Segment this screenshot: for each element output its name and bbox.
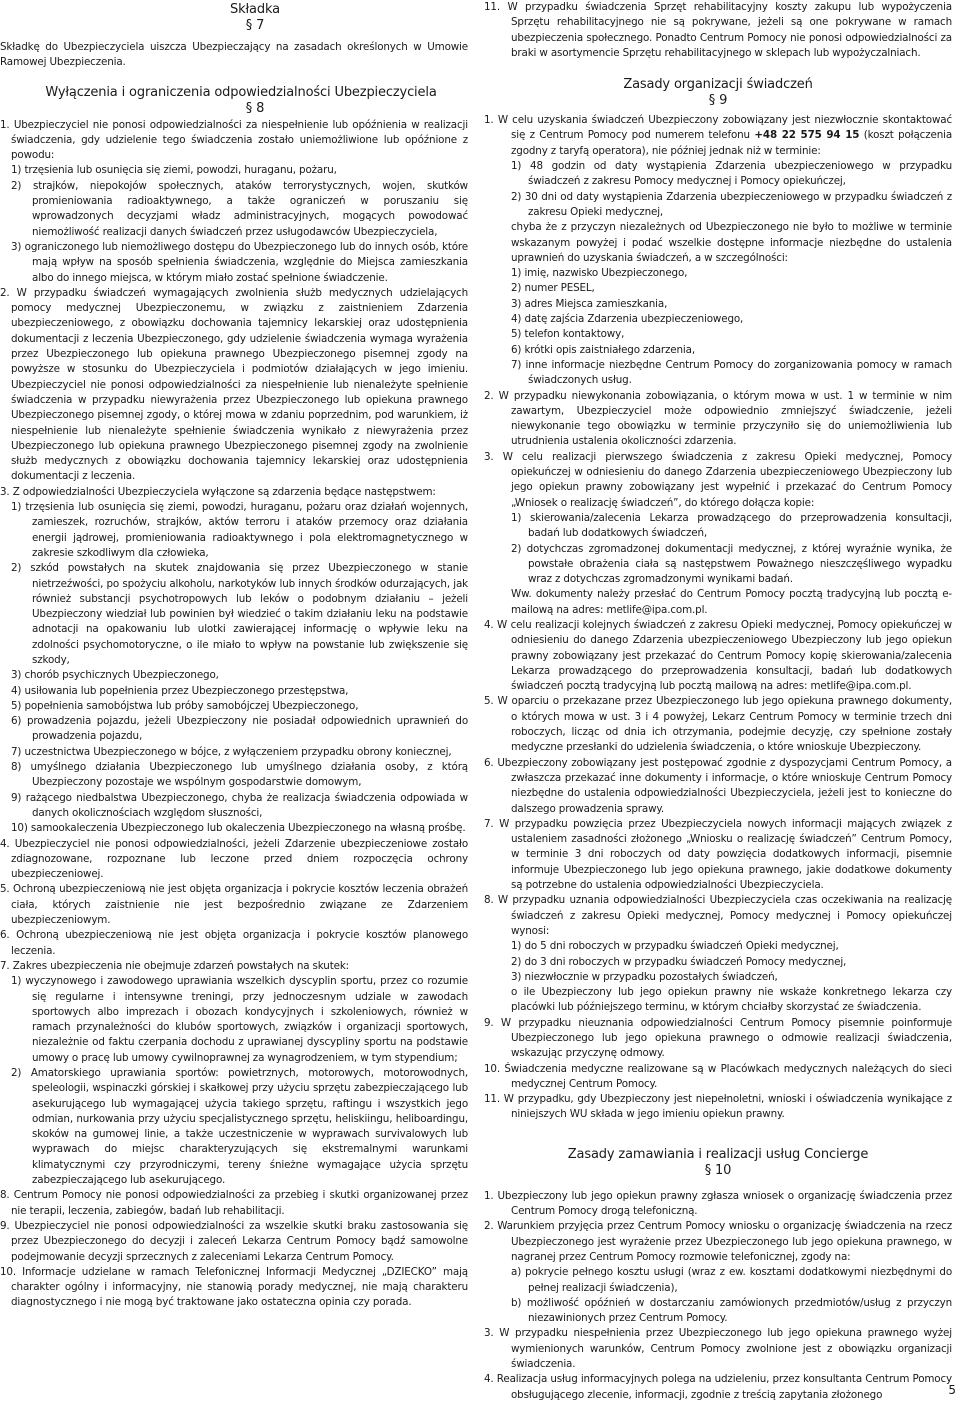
s8-p10: 10. Informacje udzielane w ramach Telefonicznej Informacji Medycznej „DZIECKO” mają charakter ogólny i informacyjny, nie stanowią porady medycznej, nie mają charakteru diagnostycznego i nie mogą być traktowane jako ostateczna opinia czy porada.	[0, 1265, 468, 1309]
s8-p7-item-2: 2) Amatorskiego uprawiania sportów: powietrznych, motorowych, motorowodnych, speleologii, wspinaczki górskiej i skałkowej przy użyciu sprzętu zabezpieczającego lub asekurującego lub wymagającej użycia takiego sprzętu, raftingu i wszystkich jego odmian, nurkowania przy użyciu specjalistycznego sprzętu, heliskiingu, heliboardingu, skoków na gumowej linie, a także uczestniczenie w wyprawach survivalowych lub wyprawach do miejsc charakteryzujących się ekstremalnymi warunkami klimatycznymi czy przyrodniczymi, tereny śnieżne wymagające użycia sprzętu zabezpieczającego lub asekurującego.	[11, 1067, 468, 1187]
s9-p3-item-1: 1) skierowania/zalecenia Lekarza prowadzącego do przeprowadzenia konsultacji, badań lub dodatkowych świadczeń,	[511, 511, 952, 540]
s8-p3-item-5: 5) popełnienia samobójstwa lub próby samobójczej Ubezpieczonego,	[11, 699, 359, 712]
s10-p4: 4. Realizacja usług informacyjnych polega na udzieleniu, przez konsultanta Centrum Pomocy obsługującego zlecenie, informacji, zgodnie z treścią zapytania złożonego	[484, 1373, 952, 1401]
s9-p3-item-2: 2) dotychczas zgromadzonej dokumentacji medycznej, z której wyraźnie wynika, że powstałe obrażenia ciała są następstwem Poważnego nieszczęśliwego wypadku wraz z dotychczas zgromadzonymi wynikami badań.	[511, 542, 952, 586]
s9-p2: 2. W przypadku niewykonania zobowiązania, o którym mowa w ust. 1 w terminie w nim zawartym, Ubezpieczyciel może odpowiednio zmniejszyć świadczenie, jeżeli niewykonanie tego obowiązku w terminie przyczyniło się do uniemożliwienia lub utrudnienia ustalenia okoliczności zdarzenia.	[484, 389, 952, 448]
s8-p1-item-2: 2) strajków, niepokojów społecznych, ataków terrorystycznych, wojen, skutków promieniowania radioaktywnego, a także ograniczeń w poruszaniu się wprowadzonych decyzjami władz administracyjnych, mogących powodować niemożliwość realizacji danych świadczeń przez usługodawców Ubezpieczyciela,	[11, 179, 468, 238]
s8-p3-item-1: 1) trzęsienia lub osunięcia się ziemi, powodzi, huraganu, pożaru oraz działań wojennych, zamieszek, rozruchów, strajków, aktów terroru i ataków przemocy oraz działania energii jądrowej, promieniowania radioaktywnego i pola elektromagnetycznego w zakresie szkodliwym dla człowieka,	[11, 501, 468, 559]
s9-p10: 10. Świadczenia medyczne realizowane są w Placówkach medycznych należących do sieci medycznej Centrum Pomocy.	[484, 1062, 952, 1090]
s9-p6: 6. Ubezpieczony zobowiązany jest postępować zgodnie z dyspozycjami Centrum Pomocy, a zwłaszcza przekazać inne dokumenty i informacje, o które wnioskuje Centrum Pomocy niezbędne do ustalenia odpowiedzialności Ubezpieczyciela, jeżeli jest to konieczne do dalszego prowadzenia sprawy.	[484, 756, 952, 815]
s9-p8-item-1: 1) do 5 dni roboczych w przypadku świadczeń Opieki medycznej,	[511, 940, 839, 953]
s8-p7-item-1: 1) wyczynowego i zawodowego uprawiania wszelkich dyscyplin sportu, przez co rozumie się regularne i intensywne treningi, przy jednoczesnym udziale w zawodach sportowych albo imprezach i obozach kondycyjnych i szkoleniowych, również w ramach przynależności do klubów sportowych, związków i organizacji sportowych, niezależnie od faktu czerpania dochodu z uprawianej dyscypliny sportu na podstawie umowy o pracę lub umowy cywilnoprawnej za wynagrodzeniem, w tym stypendium;	[11, 975, 468, 1064]
section-9-title: Zasady organizacji świadczeń	[623, 77, 813, 93]
s9-p1-data-item-4: 4) datę zajścia Zdarzenia ubezpieczeniowego,	[511, 313, 744, 326]
section-7-number: § 7	[245, 18, 265, 33]
s8-p2: 2. W przypadku świadczeń wymagających zwolnienia służb medycznych udzielających pomocy medycznej Ubezpieczonemu, w związku z zaistnieniem Zdarzenia ubezpieczeniowego, z obowiązku dochowania tajemnicy lekarskiej oraz udostępnienia dokumentacji z leczenia Ubezpieczonego, gdy udzielenie świadczenia wymaga wyrażenia przez Ubezpieczonego lub opiekuna prawnego Ubezpieczonego pisemnej zgody na powyższe w stosunku do Ubezpieczyciela i podmiotów działających w jego imieniu. Ubezpieczyciel nie ponosi odpowiedzialności za niespełnienie lub nienależyte spełnienie świadczenia w przypadku niewyrażenia przez Ubezpieczonego lub opiekuna prawnego Ubezpieczonego pisemnej zgody, o której mowa w zdaniu poprzednim, pod warunkiem, iż niespełnienie lub nienależyte spełnienie świadczenia wynikało z niewyrażenia przez Ubezpieczonego lub opiekuna prawnego Ubezpieczonego pisemnej zgody na zwolnienie służb medycznych z obowiązku dochowania tajemnicy lekarskiej oraz udostępnienia dokumentacji z leczenia.	[0, 286, 468, 483]
s9-p11: 11. W przypadku, gdy Ubezpieczony jest niepełnoletni, wnioski i oświadczenia wynikające z niniejszych WU składa w jego imieniu opiekun prawny.	[484, 1093, 952, 1121]
s9-p3: 3. W celu realizacji pierwszego świadczenia z zakresu Opieki medycznej, Pomocy opiekuńczej w odniesieniu do danego Zdarzenia ubezpieczeniowego Ubezpieczony lub jego opiekun prawny zobowiązany jest wypełnić i przekazać do Centrum Pomocy „Wniosek o realizację świadczeń”, do którego dołącza kopie:	[484, 450, 952, 509]
section-7-title: Składka	[230, 2, 280, 17]
s9-p9: 9. W przypadku nieuznania odpowiedzialności Centrum Pomocy pisemnie poinformuje Ubezpieczonego lub jego opiekuna prawnego o odmowie realizacji świadczenia, wskazując przyczynę odmowy.	[484, 1016, 952, 1060]
s8-p5: 5. Ochroną ubezpieczeniową nie jest objęta organizacja i pokrycie kosztów leczenia obrażeń ciała, których zaistnienie nie jest bezpośrednio związane ze Zdarzeniem ubezpieczeniowym.	[0, 883, 468, 927]
s8-p3-item-10: 10) samookaleczenia Ubezpieczonego lub okaleczenia Ubezpieczonego na własną prośbę.	[11, 822, 466, 835]
s9-p7: 7. W przypadku powzięcia przez Ubezpieczyciela nowych informacji mających związek z ustaleniem zasadności złożonego „Wniosku o realizację świadczeń” Centrum Pomocy, w terminie 3 dni roboczych od daty powzięcia dodatkowych informacji, pisemnie informuje Ubezpieczonego lub jego opiekuna prawnego, jakie dodatkowe dokumenty są potrzebne do ustalenia odpowiedzialności Ubezpieczyciela.	[484, 817, 952, 892]
s8-p1-item-1: 1) trzęsienia lub osunięcia się ziemi, powodzi, huraganu, pożaru,	[11, 164, 337, 177]
s9-p4: 4. W celu realizacji kolejnych świadczeń z zakresu Opieki medycznej, Pomocy opiekuńczej w odniesieniu do danego Zdarzenia ubezpieczeniowego Ubezpieczony lub jego opiekun prawny zobowiązany jest przekazać do Centrum Pomocy kopię skierowania/zalecenia Lekarza prowadzącego do przeprowadzenia konsultacji, badań lub dodatkowych świadczeń pocztą tradycyjną lub pocztą mailową na adres: metlife@ipa.com.pl.	[484, 618, 952, 693]
s9-p1-data-item-5: 5) telefon kontaktowy,	[511, 328, 625, 341]
s9-p8-continuation: o ile Ubezpieczony lub jego opiekun prawny nie wskaże konkretnego lekarza czy placówki lub późniejszego terminu, w którym chciałby skorzystać ze świadczenia.	[511, 986, 952, 1014]
s8-p1: 1. Ubezpieczyciel nie ponosi odpowiedzialności za niespełnienie lub opóźnienia w realizacji świadczenia, gdy udzielenie tego świadczenia zostało uniemożliwione lub opóźnione z powodu:	[0, 118, 468, 162]
s8-p7: 7. Zakres ubezpieczenia nie obejmuje zdarzeń powstałych na skutek:	[0, 959, 350, 972]
s8-p4: 4. Ubezpieczyciel nie ponosi odpowiedzialności, jeżeli Zdarzenie ubezpieczeniowe zostało zdiagnozowane, rozpoznane lub leczone przed dniem rozpoczęcia ochrony ubezpieczeniowej.	[0, 837, 468, 881]
section-7-text: Składkę do Ubezpieczyciela uiszcza Ubezpieczający na zasadach określonych w Umowie Ramowej Ubezpieczenia.	[0, 41, 468, 69]
s9-p1-item-2: 2) 30 dni od daty wystąpienia Zdarzenia ubezpieczeniowego w przypadku świadczeń z zakresu Opieki medycznej,	[511, 190, 952, 218]
section-9-number: § 9	[708, 93, 728, 109]
s10-p3: 3. W przypadku niespełnienia przez Ubezpieczonego lub jego opiekuna prawnego wyżej wymienionych warunków, Centrum Pomocy zwolnione jest z obowiązku organizacji świadczenia.	[484, 1327, 952, 1371]
s8-p3-item-9: 9) rażącego niedbalstwa Ubezpieczonego, chyba że realizacja świadczenia odpowiada w danych okolicznościach względom słuszności,	[11, 791, 468, 819]
s8-p3: 3. Z odpowiedzialności Ubezpieczyciela wyłączone są zdarzenia będące następstwem:	[0, 485, 436, 498]
s9-p1-data-item-7: 7) inne informacje niezbędne Centrum Pomocy do zorganizowania pomocy w ramach świadczonych usług.	[511, 358, 952, 387]
s8-p3-item-3: 3) chorób psychicznych Ubezpieczonego,	[11, 669, 219, 682]
s8-p3-item-7: 7) uczestnictwa Ubezpieczonego w bójce, z wyłączeniem przypadku obrony koniecznej,	[11, 745, 452, 758]
page-number: 5	[948, 1383, 956, 1397]
s8-p3-item-2: 2) szkód powstałych na skutek znajdowania się przez Ubezpieczonego w stanie nietrzeźwości, po spożyciu alkoholu, narkotyków lub innych środków odurzających, jak również substancji psychotropowych lub leków o podobnym działaniu – jeżeli Ubezpieczony wiedział lub powinien był wiedzieć o takim działaniu leku na podstawie adnotacji na opakowaniu lub ulotki zawierającej informację o wpływie leku na zdolności psychomotoryczne, o ile miało to wpływ na powstanie lub zwiększenie się szkody,	[11, 562, 468, 666]
s9-p1-data-item-2: 2) numer PESEL,	[511, 282, 595, 295]
s8-p3-item-6: 6) prowadzenia pojazdu, jeżeli Ubezpieczony nie posiadał odpowiednich uprawnień do prowadzenia pojazdu,	[11, 715, 468, 743]
s9-p1-item-1: 1) 48 godzin od daty wystąpienia Zdarzenia ubezpieczeniowego w przypadku świadczeń z zakresu Pomocy medycznej i Pomocy opiekuńczej,	[511, 160, 952, 188]
s9-p1	[484, 113, 952, 159]
s9-p8-item-2: 2) do 3 dni roboczych w przypadku świadczeń Pomocy medycznej,	[511, 955, 847, 968]
section-10-number: § 10	[704, 1162, 732, 1178]
s9-phone-number: +48 22 575 94 15	[754, 129, 860, 142]
s9-p1-text-b: (koszt połączenia zgodny z taryfą operatora), nie później jednak niż w terminie:	[511, 129, 953, 157]
s8-p1-item-3: 3) ograniczonego lub niemożliwego dostępu do Ubezpieczonego lub do innych osób, które mają wpływ na sposób spełnienia świadczenia, względnie do Miejsca zamieszkania albo do innego miejsca, w którym miało zostać spełnione świadczenie.	[11, 240, 468, 284]
s9-p8-item-3: 3) niezwłocznie w przypadku pozostałych świadczeń,	[511, 970, 778, 983]
s9-p5: 5. W oparciu o przekazane przez Ubezpieczonego lub jego opiekuna prawnego dokumenty, o których mowa w ust. 3 i 4 powyżej, Lekarz Centrum Pomocy w terminie trzech dni roboczych, licząc od dnia ich otrzymania, podejmie decyzję, czy spełnione zostały medyczne przesłanki do udzielenia świadczenia, o które wnioskuje Ubezpieczony.	[484, 695, 952, 754]
s8-p11: 11. W przypadku świadczenia Sprzęt rehabilitacyjny koszty zakupu lub wypożyczenia Sprzętu rehabilitacyjnego nie są pokrywane, jeżeli są one pokrywane w ramach ubezpieczenia społecznego. Ponadto Centrum Pomocy nie ponosi odpowiedzialności za braki w asortymencie Sprzętu rehabilitacyjnego w sklepach lub wypożyczalniach.	[484, 1, 952, 59]
s8-p6: 6. Ochroną ubezpieczeniową nie jest objęta organizacja i pokrycie kosztów planowego leczenia.	[0, 929, 468, 957]
left-column	[0, 0, 468, 1311]
s9-p1-continuation: chyba że z przyczyn niezależnych od Ubezpieczonego nie było to możliwe w terminie wskazanym powyżej i podać wszelkie dostępne informacje niezbędne do ustalenia uprawnień do uzyskania świadczeń, a w szczególności:	[511, 221, 952, 264]
section-10-title: Zasady zamawiania i realizacji usług Concierge	[567, 1146, 869, 1162]
s9-p1-data-item-3: 3) adres Miejsca zamieszkania,	[511, 297, 668, 310]
s8-p9: 9. Ubezpieczyciel nie ponosi odpowiedzialności za wszelkie skutki braku zastosowania się przez Ubezpieczonego do decyzji i zaleceń Lekarza Centrum Pomocy bądź samowolne podejmowanie decyzji sprzecznych z zaleceniami Lekarza Centrum Pomocy.	[0, 1219, 468, 1263]
s10-p2-item-a: a) pokrycie pełnego kosztu usługi (wraz z ew. kosztami dodatkowymi niezbędnymi do pełnej realizacji świadczenia),	[511, 1266, 952, 1294]
section-8-title: Wyłączenia i ograniczenia odpowiedzialności Ubezpieczyciela	[45, 84, 437, 100]
s8-p8: 8. Centrum Pomocy nie ponosi odpowiedzialności za przebieg i skutki organizowanej przez nie terapii, leczenia, zabiegów, badań lub rehabilitacji.	[0, 1189, 468, 1217]
s8-p3-item-8: 8) umyślnego działania Ubezpieczonego lub umyślnego działania osoby, z którą Ubezpieczony pozostaje we wspólnym gospodarstwie domowym,	[11, 761, 468, 789]
right-column	[484, 0, 952, 1403]
s9-p1-data-item-1: 1) imię, nazwisko Ubezpieczonego,	[511, 267, 688, 280]
s10-p2: 2. Warunkiem przyjęcia przez Centrum Pomocy wniosku o organizację świadczenia na rzecz Ubezpieczonego jest wyrażenie przez Ubezpieczonego lub jego opiekuna prawnego, w nagranej przez Centrum Pomocy rozmowie telefonicznej, zgody na:	[484, 1220, 952, 1263]
s10-p1: 1. Ubezpieczony lub jego opiekun prawny zgłasza wniosek o organizację świadczenia przez Centrum Pomocy drogą telefoniczną.	[484, 1189, 952, 1218]
s9-p8: 8. W przypadku uznania odpowiedzialności Ubezpieczyciela czas oczekiwania na realizację świadczeń z zakresu Opieki medycznej, Pomocy medycznej i Pomocy opiekuńczej wynosi:	[484, 894, 952, 937]
s9-p3-continuation: Ww. dokumenty należy przesłać do Centrum Pomocy pocztą tradycyjną lub pocztą e-mailową na adres: metlife@ipa.com.pl.	[511, 588, 952, 616]
s8-p3-item-4: 4) usiłowania lub popełnienia przez Ubezpieczonego przestępstwa,	[11, 684, 349, 697]
section-8-number: § 8	[245, 100, 265, 116]
s10-p2-item-b: b) możliwość opóźnień w dostarczaniu zamówionych przedmiotów/usług z przyczyn niezawinionych przez Centrum Pomocy.	[511, 1296, 952, 1325]
s9-p1-data-item-6: 6) krótki opis zaistniałego zdarzenia,	[511, 343, 695, 356]
s9-p1-text-a: 1. W celu uzyskania świadczeń Ubezpieczony zobowiązany jest niezwłocznie skontaktować się z Centrum Pomocy pod numerem telefonu	[484, 114, 952, 142]
